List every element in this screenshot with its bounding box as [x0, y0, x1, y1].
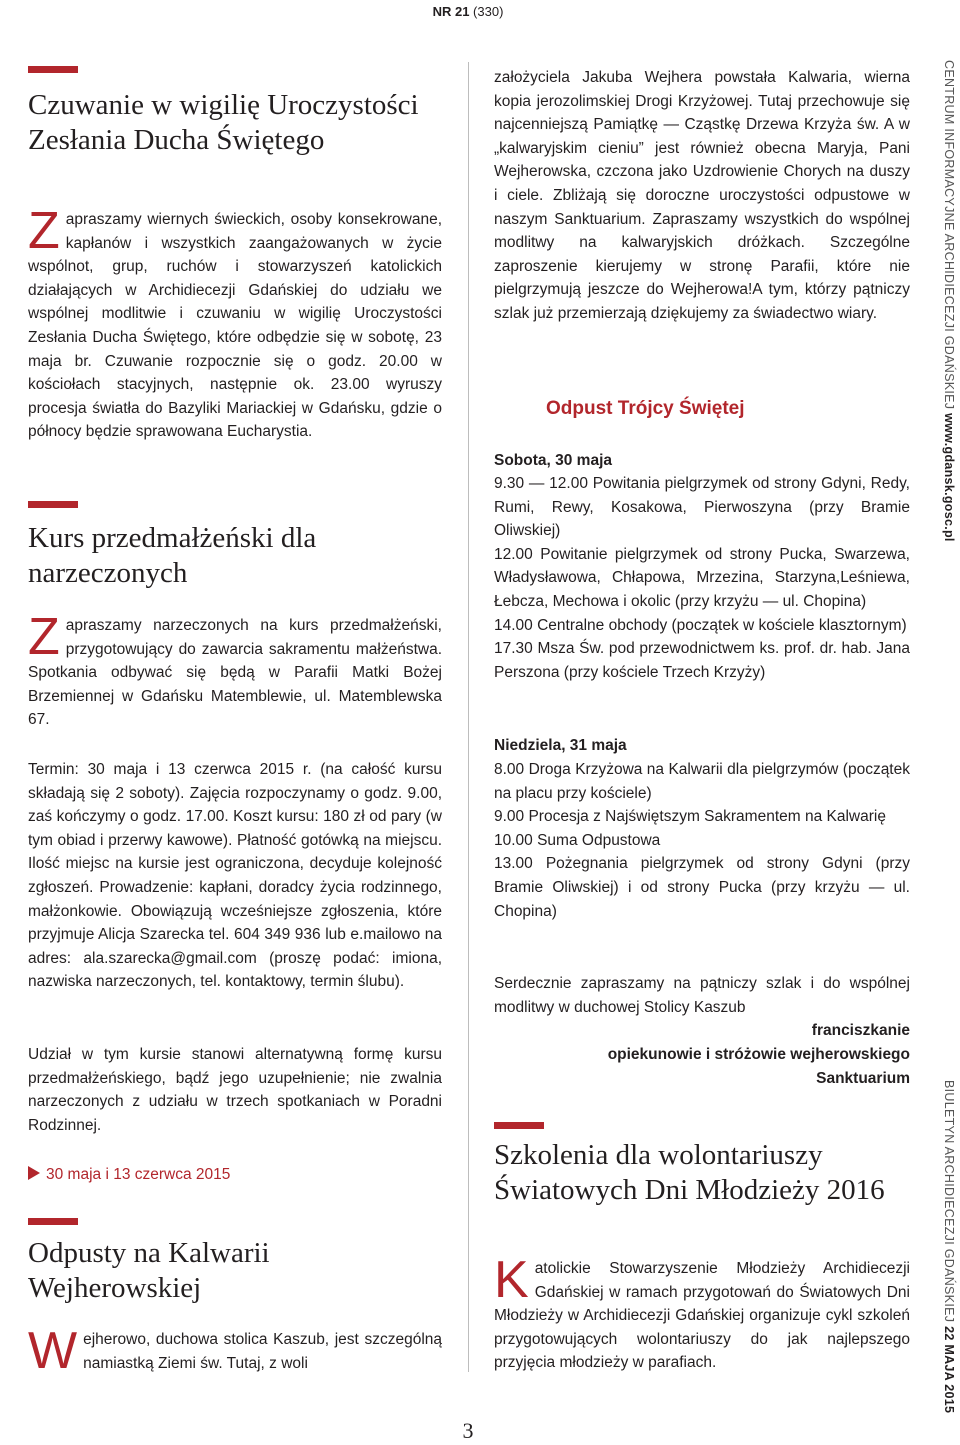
schedule-day2: Niedziela, 31 maja: [494, 737, 627, 754]
section-marker: [28, 1218, 78, 1225]
article2-body3: Udział w tym kursie stanowi alternatywną formę kursu przedmałżeńskiego, bądź jego uzupełnienie; nie zwalnia narzeczonych z udziału w trzech spotkaniach w Poradni Rodzinnej.: [28, 1046, 442, 1134]
signature-line3: Sanktuarium: [816, 1070, 910, 1087]
issue-number: NR 21 (330): [432, 4, 504, 19]
article3-subtitle: Odpust Trójcy Świętej: [546, 398, 745, 419]
article2-date-note: 30 maja i 13 czerwca 2015: [28, 1163, 442, 1187]
section-marker: [28, 501, 78, 508]
signature-line1: franciszkanie: [811, 1022, 910, 1039]
schedule-item: 8.00 Droga Krzyżowa na Kalwarii dla pielgrzymów (początek na placu przy kościele): [494, 761, 910, 802]
article3-dropcap: W: [28, 1322, 78, 1380]
article3-body-right: założyciela Jakuba Wejhera powstała Kalwaria, wierna kopia jerozolimskiej Drogi Krzyżowej. Tutaj przechowuje się najcenniejszą Pamiątkę — Cząstkę Drzewa Krzyża św. A w „kalwaryjskim cieniu” jest również obecna Maryja, Pani Wejherowska, czczona jako Uzdrowienie Chorych na duszy i ciele. Zbliżają się doroczne uroczystości odpustowe w naszym Sanktuarium. Zapraszamy wszystkich do wspólnej modlitwy na kalwaryjskich dróżkach. Szczególne zaproszenie kierujemy w stronę Parafii, które nie pielgrzymują jeszcze do Wejherowa!A tym, którzy pątniczy szlak już przemierzają dziękujemy za świadectwo wiary.: [494, 69, 910, 322]
article2-title: Kurs przedmałżeński dla narzeczonych: [28, 522, 317, 589]
article1-title: Czuwanie w wigilię Uroczystości Zesłania Ducha Świętego: [28, 89, 419, 156]
arrow-right-icon: [28, 1166, 40, 1180]
column-divider: [468, 62, 469, 1372]
article2-dropcap: Z: [28, 608, 60, 666]
schedule-item: 13.00 Pożegnania pielgrzymek od strony Gdyni (przy Bramie Oliwskiej) i od strony Pucka (przy krzyżu — ul. Chopina): [494, 855, 910, 920]
schedule-item: 9.00 Procesja z Najświętszym Sakramentem na Kalwarię: [494, 808, 886, 826]
article2-body1: Zapraszamy narzeczonych na kurs przedmałżeński, przygotowujący do zawarcia sakramentu małżeństwa. Spotkania odbywać się będą w Parafii Matki Bożej Brzemiennej w Gdańsku Matemblewie, ul. Matemblewska 67.: [28, 608, 442, 729]
article4-title: Szkolenia dla wolontariuszy Światowych Dni Młodzieży 2016: [494, 1139, 885, 1206]
sidebar-top-text: CENTRUM INFORMACYJNE ARCHIDIECEZJI GDAŃSKIEJ www.gdansk.gosc.pl: [942, 60, 956, 542]
schedule-day2-list: [494, 758, 910, 923]
article3-title: Odpusty na Kalwarii Wejherowskiej: [28, 1237, 270, 1304]
schedule-item: 17.30 Msza Św. pod przewodnictwem ks. prof. dr. hab. Jana Perszona (przy kościele Trzech Krzyży): [494, 640, 910, 681]
page-number: 3: [462, 1418, 474, 1443]
section-marker: [28, 66, 78, 73]
schedule-day1-list: [494, 472, 910, 684]
schedule-item: 9.30 — 12.00 Powitania pielgrzymek od strony Gdyni, Redy, Rumi, Rewy, Kosakowa, Pierwoszyna (przy Bramie Oliwskiej): [494, 475, 910, 540]
schedule-item: 10.00 Suma Odpustowa: [494, 831, 661, 849]
schedule-item: 14.00 Centralne obchody (początek w kościele klasztornym): [494, 616, 907, 634]
article1-dropcap: Z: [28, 202, 60, 260]
article2-body2: Termin: 30 maja i 13 czerwca 2015 r. (na całość kursu składają się 2 soboty). Zajęcia rozpoczynamy o godz. 9.00, zaś kończymy o godz. 17.00. Koszt kursu: 180 zł od pary (w tym obiad i przerwy kawowe). Płatność gotówką na miejscu. Ilość miejsc na kursie jest ograniczona, decyduje kolejność zgłoszeń. Prowadzenie: kapłani, doradcy życia rodzinnego, małżonkowie. Obowiązują wcześniejsze zgłoszenia, które przyjmuje Alicja Szarecka tel. 604 349 936 lub e.mailowo na adres: ala.szarecka@gmail.com (proszę podać: imiona, nazwiska narzeczonych, tel. kontaktowy, termin ślubu).: [28, 761, 442, 991]
schedule-item: 12.00 Powitanie pielgrzymek od strony Pucka, Swarzewa, Władysławowa, Chłapowa, Mrzezina, Starzyna,Leśniewa, Łebcza, Mechowa i okolic (przy krzyżu — ul. Chopina): [494, 545, 910, 610]
article3-closing: Serdecznie zapraszamy na pątniczy szlak i do wspólnej modlitwy w duchowej Stolicy Kaszub: [494, 975, 910, 1016]
sidebar-bottom-text: BIULETYN ARCHIDIECEZJI GDAŃSKIEJ 22 MAJA 2015: [942, 1080, 956, 1414]
article4-dropcap: K: [494, 1251, 529, 1309]
schedule-day1: Sobota, 30 maja: [494, 452, 613, 469]
article3-body-left: Wejherowo, duchowa stolica Kaszub, jest szczególną namiastką Ziemi św. Tutaj, z woli: [28, 1322, 442, 1380]
signature-line2: opiekunowie i stróżowie wejherowskiego: [607, 1046, 910, 1063]
article4-body: Katolickie Stowarzyszenie Młodzieży Archidiecezji Gdańskiej w ramach przygotowań do Światowych Dni Młodzieży w Archidiecezji Gdańskiej organizuje cykl szkoleń przygotowujących wolontariuszy do jak najlepszego przyjęcia młodzieży w parafiach.: [494, 1251, 910, 1372]
article1-body: Zapraszamy wiernych świeckich, osoby konsekrowane, kapłanów i wszystkich zaangażowanych w życie wspólnot, grup, ruchów i stowarzyszeń katolickich działających w Archidiecezji Gdańskiej do udziału we wspólnej modlitwie i czuwaniu w wigilię Uroczystości Zesłania Ducha Świętego, które odbędzie się w sobotę, 23 maja br. Czuwanie rozpocznie się o godz. 20.00 w kościołach stacyjnych, następnie ok. 23.00 wyruszy procesja światła do Bazyliki Mariackiej w Gdańsku, gdzie o północy będzie sprawowana Eucharystia.: [28, 202, 442, 441]
section-marker: [494, 1122, 544, 1129]
